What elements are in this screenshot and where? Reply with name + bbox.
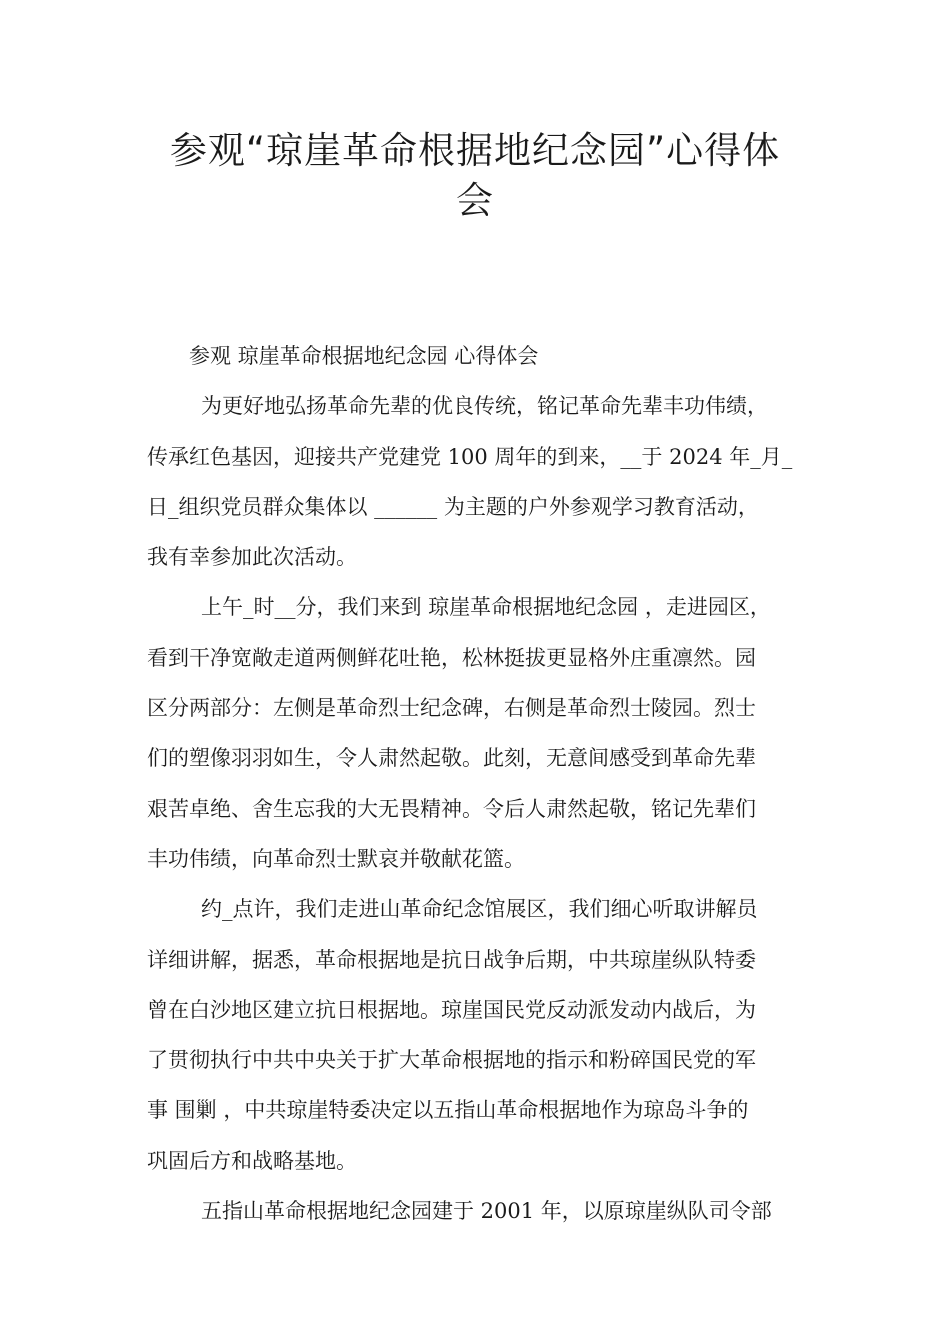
paragraph-1-line-1: 为更好地弘扬革命先辈的优良传统，铭记革命先辈丰功伟绩，: [201, 394, 768, 419]
title-line-2: 会: [456, 179, 494, 222]
paragraph-2-line-4: 们的塑像羽羽如生，令人肃然起敬。此刻，无意间感受到革命先辈: [147, 746, 756, 771]
paragraph-3-line-1: 约_点许，我们走进山革命纪念馆展区，我们细心听取讲解员: [201, 897, 758, 922]
paragraph-4-line-1: 五指山革命根据地纪念园建于 2001 年，以原琼崖纵队司令部: [201, 1199, 772, 1224]
document-subtitle: 参观 琼崖革命根据地纪念园 心得体会: [189, 344, 539, 368]
paragraph-3-line-6: 巩固后方和战略基地。: [147, 1148, 357, 1173]
paragraph-2-line-6: 丰功伟绩，向革命烈士默哀并敬献花篮。: [147, 846, 525, 871]
document-title: [130, 126, 820, 226]
paragraph-2-line-1: 上午_时__分，我们来到 琼崖革命根据地纪念园 ，走进园区，: [201, 595, 771, 620]
title-line-1: 参观“琼崖革命根据地纪念园”心得体: [169, 129, 781, 172]
paragraph-3-line-3: 曾在白沙地区建立抗日根据地。琼崖国民党反动派发动内战后，为: [147, 997, 756, 1022]
paragraph-3-line-5: 事 围剿 ，中共琼崖特委决定以五指山革命根据地作为琼岛斗争的: [147, 1098, 749, 1123]
paragraph-1-line-3: 日_组织党员群众集体以 ______ 为主题的户外参观学习教育活动，: [147, 494, 759, 519]
paragraph-2-line-5: 艰苦卓绝、舍生忘我的大无畏精神。令后人肃然起敬，铭记先辈们: [147, 796, 756, 821]
paragraph-3-line-4: 了贯彻执行中共中央关于扩大革命根据地的指示和粉碎国民党的军: [147, 1048, 756, 1073]
paragraph-3-line-2: 详细讲解，据悉，革命根据地是抗日战争后期，中共琼崖纵队特委: [147, 947, 756, 972]
paragraph-1-line-2: 传承红色基因，迎接共产党建党 100 周年的到来，__于 2024 年_月_: [147, 444, 793, 469]
paragraph-1-line-4: 我有幸参加此次活动。: [147, 545, 357, 570]
document-body: [147, 331, 807, 1236]
paragraph-2-line-2: 看到干净宽敞走道两侧鲜花吐艳，松林挺拔更显格外庄重凛然。园: [147, 645, 756, 670]
paragraph-2-line-3: 区分两部分：左侧是革命烈士纪念碑，右侧是革命烈士陵园。烈士: [147, 696, 756, 721]
